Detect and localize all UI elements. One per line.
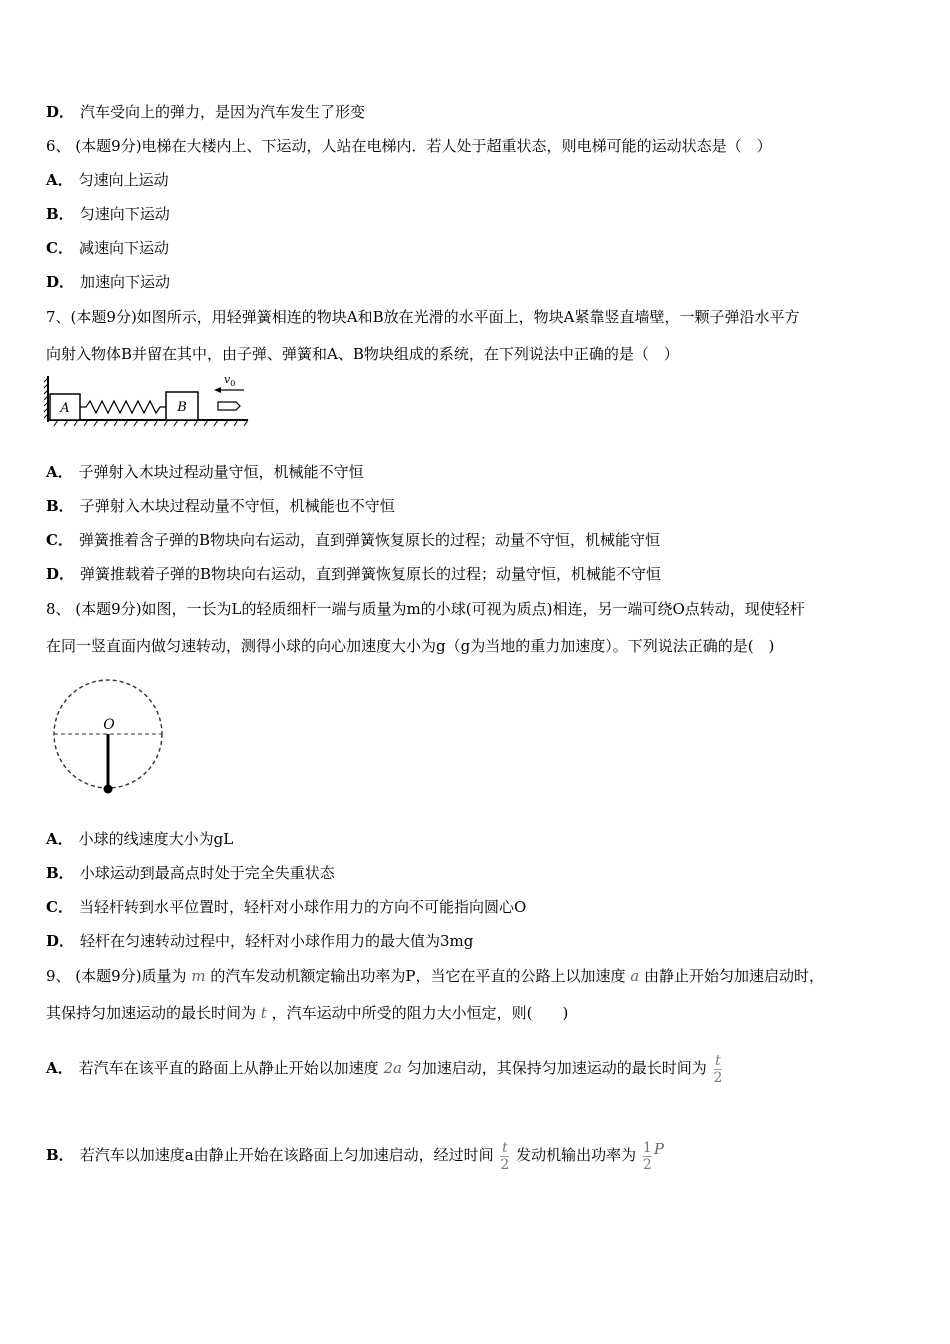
ball — [104, 785, 113, 794]
q9-text: 9、 (本题9分)质量为 — [46, 967, 187, 985]
option-text: 轻杆在匀速转动过程中，轻杆对小球作用力的最大值为3mg — [80, 932, 474, 950]
option-label: C． — [46, 239, 73, 257]
option-label: D． — [46, 103, 75, 121]
option-text: 小球的线速度大小为gL — [78, 830, 234, 848]
option-text: 减速向下运动 — [78, 239, 169, 257]
bullet — [218, 402, 240, 410]
option-label: C． — [46, 898, 73, 916]
fraction-t-over-2 — [500, 1140, 509, 1173]
q7-stem-line2: 向射入物体B并留在其中，由子弹、弹簧和A、B物块组成的系统，在下列说法中正确的是（ ） — [46, 345, 679, 363]
q8-option-d — [46, 931, 473, 951]
q7-option-a — [46, 462, 364, 482]
block-a-label: A — [60, 401, 70, 416]
option-text: 加速向下运动 — [80, 273, 171, 291]
spring — [80, 401, 166, 413]
option-label: D． — [46, 932, 75, 950]
q8-option-a — [46, 829, 233, 849]
q8-rotating-rod-figure — [48, 672, 170, 798]
q6-stem: 6、 (本题9分)电梯在大楼内上、下运动，人站在电梯内．若人处于超重状态，则电梯可能的运动状态是（ ） — [46, 137, 772, 155]
q7-stem-line1: 7、(本题9分)如图所示，用轻弹簧相连的物块A和B放在光滑的水平面上，物块A紧靠竖直墙壁，一颗子弹沿水平方 — [46, 308, 800, 326]
option-label: A． — [46, 171, 73, 189]
q6-option-b — [46, 204, 170, 224]
option-label: A． — [46, 1059, 73, 1077]
option-text: 子弹射入木块过程动量守恒，机械能不守恒 — [78, 463, 364, 481]
q8-option-b — [46, 863, 335, 883]
denominator: 2 — [500, 1156, 510, 1173]
option-text: 发动机输出功率为 — [516, 1146, 637, 1164]
q8-stem-line2: 在同一竖直面内做匀速转动，测得小球的向心加速度大小为g（g为当地的重力加速度）。下列说法正确的是( ) — [46, 637, 775, 655]
numerator: t — [502, 1139, 508, 1156]
option-label: D． — [46, 273, 75, 291]
block-b-label: B — [177, 400, 187, 415]
q8-stem-line1: 8、 (本题9分)如图，一长为L的轻质细杆一端与质量为m的小球(可视为质点)相连，另一端可绕O点转动，现使轻杆 — [46, 600, 805, 618]
option-text: 若汽车在该平直的路面上从静止开始以加速度 — [78, 1059, 379, 1077]
option-text: 小球运动到最高点时处于完全失重状态 — [79, 864, 335, 882]
q7-option-c — [46, 530, 660, 550]
q5-option-d — [46, 102, 365, 122]
option-label: C． — [46, 531, 73, 549]
fraction-t-over-2 — [714, 1053, 723, 1086]
math-a: a — [630, 967, 640, 985]
q9-text: 其保持匀加速运动的最长时间为 — [46, 1004, 257, 1022]
option-text: 匀加速启动，其保持匀加速运动的最长时间为 — [406, 1059, 707, 1077]
q9-stem-line1 — [46, 966, 824, 986]
numerator: t — [715, 1052, 721, 1069]
option-text: 匀速向上运动 — [78, 171, 169, 189]
q9-option-a — [46, 1045, 724, 1091]
math-t: t — [260, 1004, 267, 1022]
denominator: 2 — [642, 1156, 652, 1173]
q6-option-d — [46, 272, 170, 292]
velocity-label: $v_0$ — [224, 373, 236, 388]
option-label: B． — [46, 205, 74, 223]
option-text: 弹簧推载着子弹的B物块向右运动，直到弹簧恢复原长的过程；动量守恒，机械能不守恒 — [80, 565, 662, 583]
q9-text: ，汽车运动中所受的阻力大小恒定，则( ) — [271, 1004, 569, 1022]
q9-option-b — [46, 1126, 664, 1178]
q9-text: 的汽车发动机额定输出功率为P，当它在平直的公路上以加速度 — [210, 967, 626, 985]
q9-stem-line2 — [46, 1003, 568, 1023]
option-label: B． — [46, 497, 74, 515]
option-text: 弹簧推着含子弹的B物块向右运动，直到弹簧恢复原长的过程；动量不守恒，机械能守恒 — [78, 531, 660, 549]
q7-option-d — [46, 564, 661, 584]
q9-text: 由静止开始匀加速启动时， — [643, 967, 824, 985]
denominator: 2 — [713, 1069, 723, 1086]
option-label: B． — [46, 864, 74, 882]
option-label: A． — [46, 830, 73, 848]
option-text: 汽车受向上的弹力，是因为汽车发生了形变 — [80, 103, 366, 121]
math-p: P — [653, 1140, 664, 1158]
option-label: A． — [46, 463, 73, 481]
q6-option-a — [46, 170, 169, 190]
numerator: 1 — [642, 1139, 652, 1156]
fraction-one-half — [643, 1140, 652, 1173]
center-label-o: O — [103, 717, 115, 733]
option-text: 子弹射入木块过程动量不守恒，机械能也不守恒 — [79, 497, 395, 515]
option-text: 若汽车以加速度a由静止开始在该路面上匀加速启动，经过时间 — [79, 1146, 494, 1164]
math-2a: 2a — [383, 1059, 402, 1077]
q7-spring-block-figure — [44, 372, 250, 428]
q8-option-c — [46, 897, 526, 917]
option-label: B． — [46, 1146, 74, 1164]
option-label: D． — [46, 565, 75, 583]
q6-option-c — [46, 238, 169, 258]
q7-option-b — [46, 496, 395, 516]
option-text: 匀速向下运动 — [79, 205, 170, 223]
option-text: 当轻杆转到水平位置时，轻杆对小球作用力的方向不可能指向圆心O — [78, 898, 527, 916]
math-m: m — [191, 967, 206, 985]
